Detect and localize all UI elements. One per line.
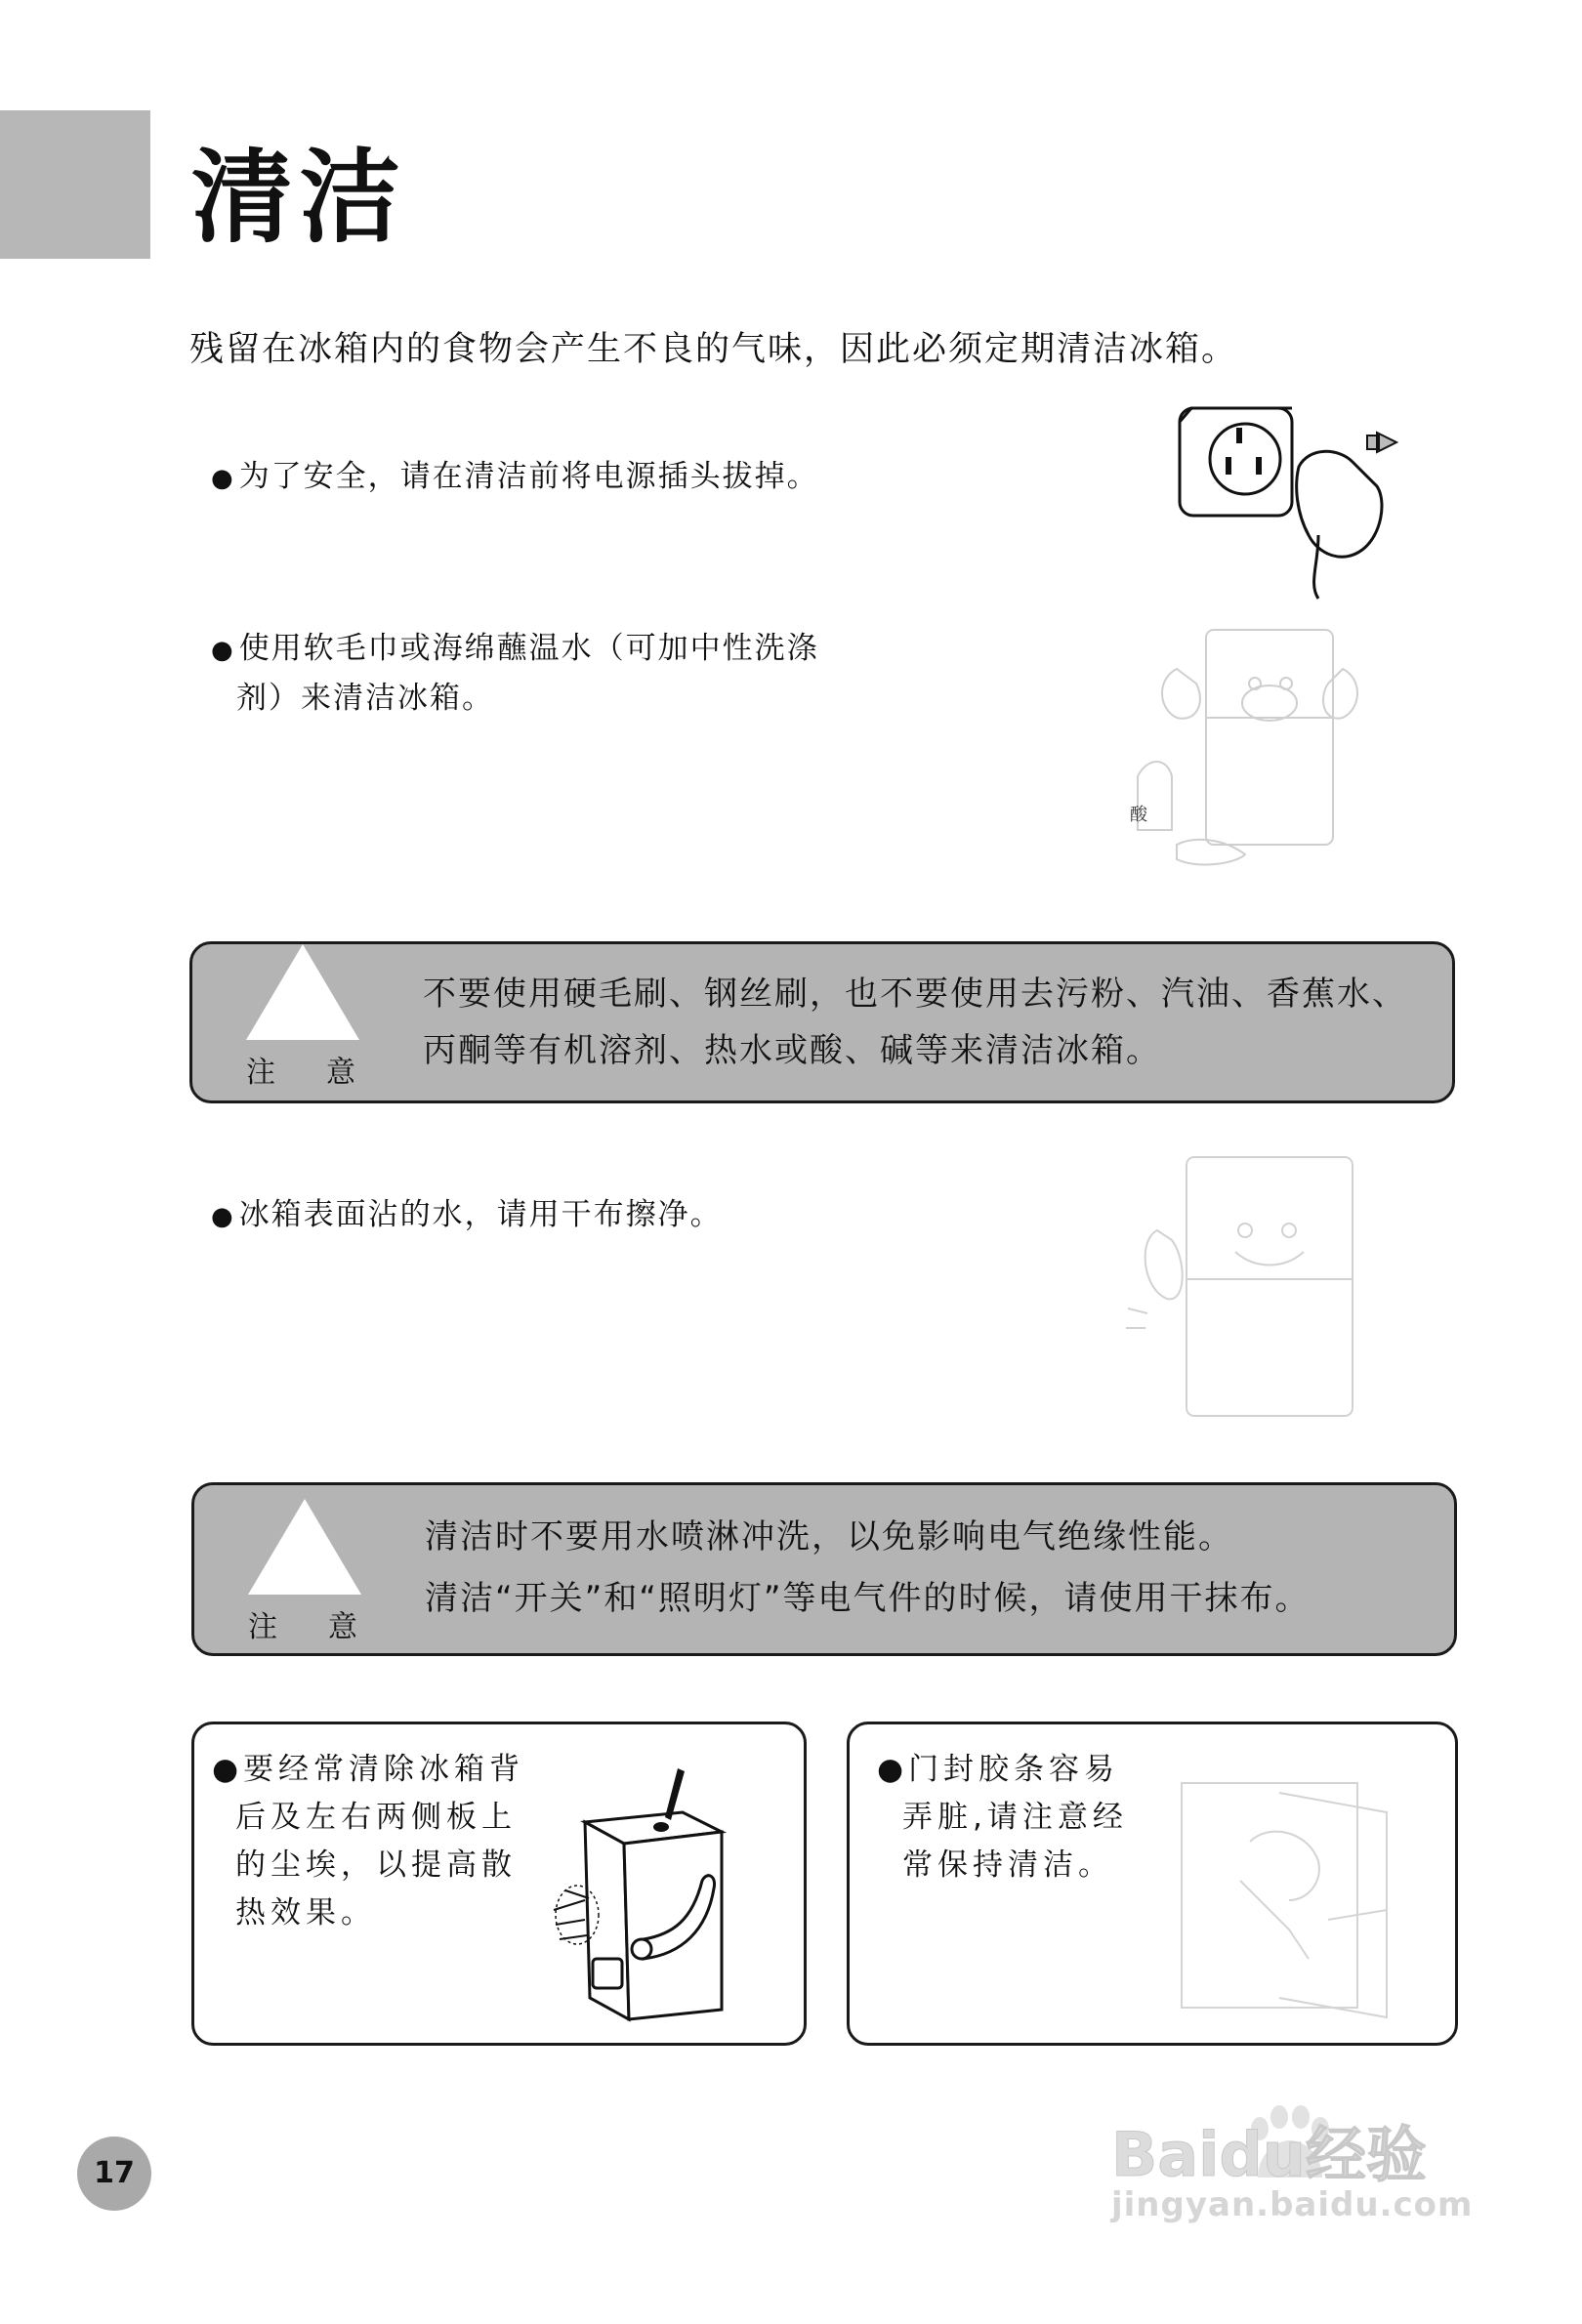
intro-text: 残留在冰箱内的食物会产生不良的气味，因此必须定期清洁冰箱。 bbox=[189, 330, 1238, 369]
card-right-text bbox=[877, 1746, 1128, 1889]
card-door-seal bbox=[847, 1722, 1458, 2046]
bullet-dry-surface bbox=[211, 1191, 723, 1241]
caution2-line1: 清洁时不要用水喷淋冲洗，以免影响电气绝缘性能。 bbox=[425, 1517, 1233, 1556]
caution-label: 注意 bbox=[246, 1056, 406, 1090]
caution-box-2 bbox=[191, 1482, 1457, 1656]
card-left-text bbox=[212, 1746, 524, 1937]
caution-label: 注意 bbox=[248, 1610, 408, 1644]
caution1-line2: 丙酮等有机溶剂、热水或酸、碱等来清洁冰箱。 bbox=[423, 1031, 1161, 1070]
card-left-line2: 后及左右两侧板上 bbox=[235, 1800, 517, 1835]
door-seal-illustration bbox=[1162, 1764, 1426, 2027]
bullet-soft-cloth bbox=[211, 625, 819, 723]
page-number: 17 bbox=[77, 2137, 151, 2211]
bullet-soft-cloth-line2: 剂）来清洁冰箱。 bbox=[236, 681, 494, 716]
fridge-smile-illustration bbox=[1118, 1142, 1372, 1426]
caution-box-1 bbox=[189, 941, 1455, 1103]
bullet-dot: ● bbox=[212, 1752, 244, 1787]
acid-label: 酸 bbox=[1130, 805, 1147, 825]
warning-triangle-icon bbox=[246, 944, 359, 1040]
bullet-dot: ● bbox=[877, 1752, 909, 1787]
warning-triangle-icon bbox=[248, 1499, 361, 1595]
caution2-line2: 清洁“开关”和“照明灯”等电气件的时候，请使用干抹布。 bbox=[425, 1579, 1311, 1618]
card-right-line1: 门封胶条容易 bbox=[908, 1752, 1120, 1787]
plug-socket-illustration bbox=[1172, 389, 1406, 603]
bullet-soft-cloth-line1: 使用软毛巾或海绵蘸温水（可加中性洗涤 bbox=[238, 631, 819, 666]
card-left-line4: 热效果。 bbox=[235, 1895, 376, 1930]
baidu-watermark bbox=[1111, 2099, 1482, 2191]
card-right-line3: 常保持清洁。 bbox=[902, 1847, 1113, 1883]
page-title: 清洁 bbox=[191, 138, 407, 257]
card-dust-cleaning bbox=[191, 1722, 807, 2046]
bullet-unplug bbox=[211, 453, 819, 503]
fridge-dust-illustration bbox=[546, 1764, 761, 2037]
watermark-url: jingyan.baidu.com bbox=[1111, 2185, 1474, 2224]
bullet-dot: ● bbox=[211, 636, 235, 665]
title-tab bbox=[0, 110, 150, 259]
bullet-dot: ● bbox=[211, 464, 235, 493]
bullet-dry-surface-text: 冰箱表面沾的水，请用干布擦净。 bbox=[238, 1197, 723, 1232]
watermark-brand: Baidu经验 bbox=[1111, 2119, 1427, 2187]
caution1-line1: 不要使用硬毛刷、钢丝刷，也不要使用去污粉、汽油、香蕉水、 bbox=[423, 975, 1407, 1014]
bullet-unplug-text: 为了安全，请在清洁前将电源插头拔掉。 bbox=[238, 459, 819, 494]
card-left-line1: 要经常清除冰箱背 bbox=[243, 1752, 525, 1787]
baidu-watermark-logo bbox=[1111, 2099, 1482, 2187]
bullet-dot: ● bbox=[211, 1202, 235, 1231]
fridge-cleaning-illustration bbox=[1118, 610, 1362, 884]
card-left-line3: 的尘埃，以提高散 bbox=[235, 1847, 517, 1883]
card-right-line2: 弄脏,请注意经 bbox=[902, 1800, 1128, 1835]
